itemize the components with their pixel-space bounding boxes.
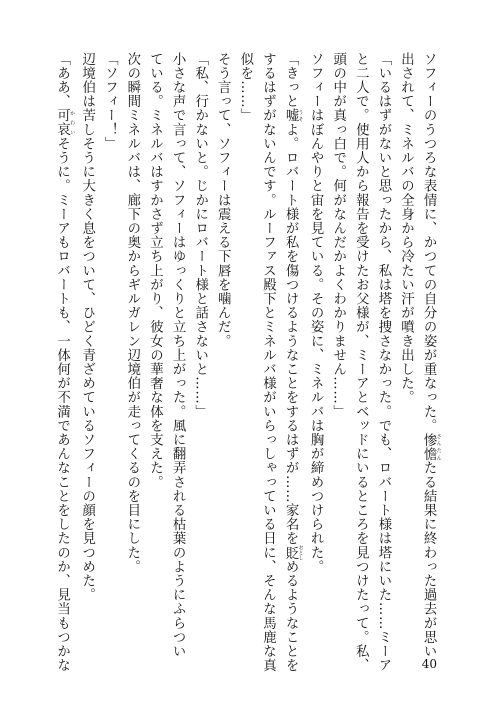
- text-run: 「きっと: [283, 52, 299, 109]
- text-line: [326, 52, 349, 637]
- text-run: ソフィーはぼんやりと宙を見ている。その姿に、ミネルバは胸が締めつけられた。: [308, 52, 324, 574]
- ruby-word: 嘘 うそ: [283, 108, 304, 123]
- text-line: [349, 52, 372, 673]
- text-run: 「いるはずがないと思ったから、私は塔を捜さなかった。でも、ロバート様は塔にいた……ミーア: [375, 52, 391, 673]
- text-run: そう言って、ソフィーは震える下唇を噛んだ。: [215, 52, 231, 349]
- text-run: 小さな声で言って、ソフィーはゆっくりと立ち上がった。風に翻弄される枯葉のようにふらつい: [170, 52, 186, 659]
- page-number: 40: [421, 657, 437, 671]
- text-line: [120, 52, 143, 637]
- text-run: 似を……」: [237, 52, 253, 123]
- text-run: 頭の中が真っ白で。何がなんだかよくわかりません……」: [330, 52, 346, 419]
- text-line: [50, 52, 76, 673]
- text-line: [371, 52, 394, 673]
- text-line: [143, 52, 166, 637]
- ruby-word: 可哀 かわい: [54, 108, 76, 137]
- ruby-word: 惨憺 さんたん: [421, 432, 442, 461]
- text-run: するはずがないんです。ルーファス殿下とミネルバ様がいらっしゃっている日に、そんな馬鹿な真: [260, 52, 276, 673]
- text-line: [188, 52, 211, 637]
- text-line: [394, 52, 417, 637]
- text-line: [256, 52, 279, 673]
- text-run: そうに。ミーアもロバートも、一体何が不満であんなことをしたのか、見当もつかな: [54, 136, 70, 673]
- text-run: よ。ロバート様が私を傷つけるようなことをするはずが……家名を: [283, 122, 299, 546]
- text-run: たる結果に終わった過去が思い: [421, 460, 437, 659]
- text-run: と二人で。使用人から報告を受けたお父様が、ミーアとベッドにいるところを見つけたって。私、: [353, 52, 369, 673]
- text-line: [278, 52, 304, 673]
- text-run: 「私、行かないと。じかにロバート様と話さないと……」: [192, 52, 208, 419]
- ruby-word: 貶 おとし: [283, 545, 304, 561]
- text-run: 出されて、ミネルバの全身から冷たい汗が噴き出した。: [398, 52, 414, 405]
- text-line: [304, 52, 327, 637]
- text-line: [98, 52, 121, 637]
- text-line: [75, 52, 98, 637]
- text-line: [211, 52, 234, 637]
- text-run: 辺境伯は苦しそうに大きく息をついて、ひどく青ざめているソフィーの顔を見つめた。: [79, 52, 95, 602]
- text-line: [417, 52, 442, 659]
- text-run: めるようなことを: [283, 559, 299, 673]
- text-line: [233, 52, 256, 637]
- text-run: 次の瞬間ミネルバは、廊下の奥からギルガレン辺境伯が走ってくるのを目にした。: [124, 52, 140, 574]
- text-run: 「ソフィー！」: [102, 52, 118, 151]
- text-run: 「ああ、: [54, 52, 70, 109]
- text-run: ている。ミネルバはすかさず立ち上がり、彼女の華奢な体を支えた。: [147, 52, 163, 490]
- text-line: [165, 52, 188, 659]
- text-run: ソフィーのうつろな表情に、かつての自分の姿が重なった。: [421, 52, 437, 433]
